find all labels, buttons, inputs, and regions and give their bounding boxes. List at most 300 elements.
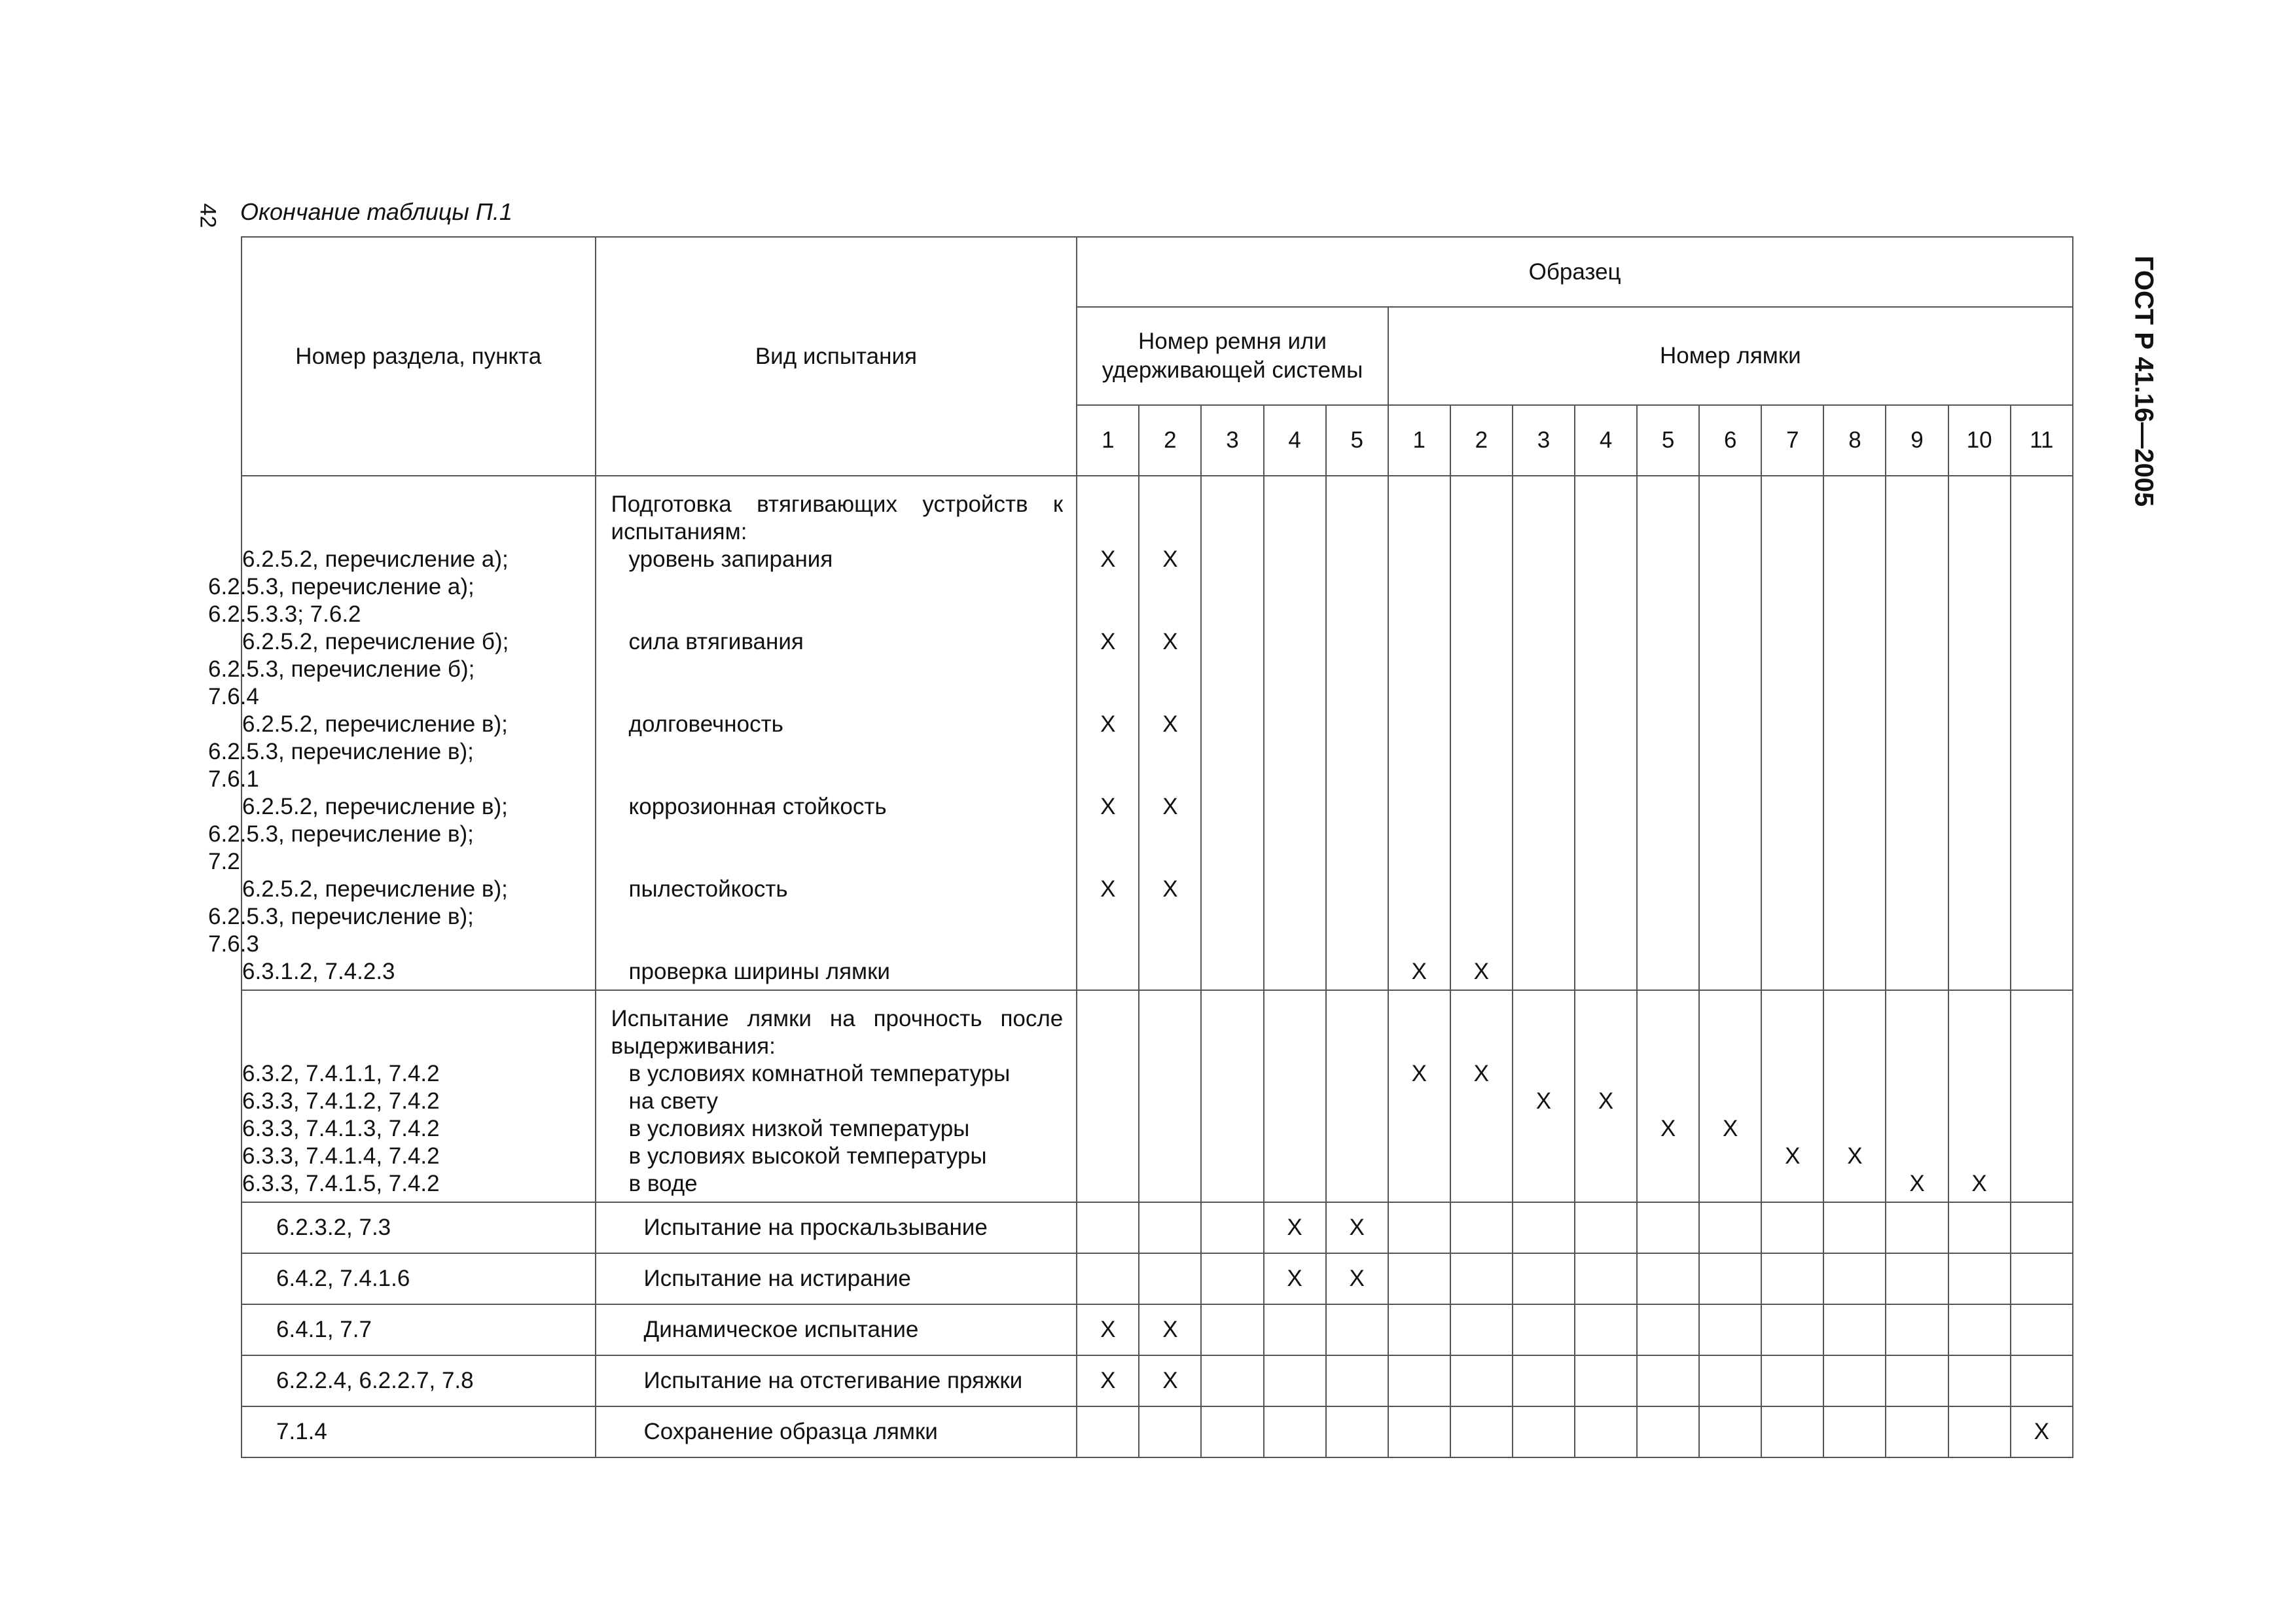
x-mark: X bbox=[1535, 1088, 1552, 1114]
x-mark: X bbox=[1162, 546, 1178, 572]
test-cell: Сохранение образца лямки bbox=[596, 1406, 1077, 1457]
empty-mark bbox=[1700, 628, 1761, 656]
empty-mark bbox=[1762, 793, 1823, 821]
section-cell bbox=[208, 476, 596, 990]
empty-mark bbox=[1139, 1170, 1200, 1198]
mark-cell bbox=[1264, 990, 1326, 1202]
empty-mark bbox=[1202, 1060, 1263, 1088]
empty-mark bbox=[1450, 1304, 1513, 1355]
empty-mark bbox=[1638, 628, 1698, 656]
empty-mark bbox=[1513, 958, 1574, 986]
empty-mark bbox=[1575, 546, 1636, 573]
empty-mark bbox=[1513, 1253, 1575, 1304]
empty-mark bbox=[1824, 793, 1885, 821]
empty-mark bbox=[1638, 876, 1698, 903]
strap-column-number: 9 bbox=[1886, 405, 1948, 476]
empty-mark bbox=[1886, 1355, 1948, 1406]
header-sample: Образец bbox=[1077, 237, 2073, 307]
x-mark: X bbox=[1411, 959, 1427, 984]
section-ref: 6.2.5.3, перечисление в); bbox=[208, 904, 474, 929]
x-mark: X bbox=[1162, 794, 1178, 819]
empty-mark bbox=[1949, 876, 2010, 903]
belt-column-number: 1 bbox=[1077, 405, 1139, 476]
empty-mark bbox=[1824, 1060, 1885, 1088]
empty-mark bbox=[1700, 711, 1761, 738]
section-ref: 6.2.5.3, перечисление в); bbox=[208, 821, 474, 847]
belt-column-number: 2 bbox=[1139, 405, 1201, 476]
empty-mark bbox=[1824, 958, 1885, 986]
test-cell: Испытание на истирание bbox=[596, 1253, 1077, 1304]
empty-mark bbox=[1637, 1253, 1699, 1304]
test-cell bbox=[596, 476, 1077, 990]
strap-column-number: 3 bbox=[1513, 405, 1575, 476]
x-mark: X bbox=[1847, 1143, 1863, 1169]
empty-mark bbox=[1265, 1060, 1325, 1088]
empty-mark bbox=[1202, 1115, 1263, 1143]
x-mark: X bbox=[1139, 1304, 1201, 1355]
empty-mark bbox=[1637, 1202, 1699, 1253]
empty-mark bbox=[1077, 1253, 1139, 1304]
x-mark: X bbox=[1100, 629, 1116, 654]
empty-mark bbox=[1450, 1406, 1513, 1457]
empty-mark bbox=[1077, 1202, 1139, 1253]
empty-mark bbox=[1575, 1060, 1636, 1088]
empty-mark bbox=[1513, 546, 1574, 573]
empty-mark bbox=[1513, 1202, 1575, 1253]
empty-mark bbox=[1201, 1202, 1263, 1253]
empty-mark bbox=[1886, 1406, 1948, 1457]
empty-mark bbox=[1575, 958, 1636, 986]
empty-mark bbox=[2011, 876, 2072, 903]
empty-mark bbox=[1575, 1406, 1637, 1457]
belt-column-number: 3 bbox=[1201, 405, 1263, 476]
x-mark: X bbox=[1473, 959, 1490, 984]
empty-mark bbox=[1202, 1170, 1263, 1198]
section-ref: 7.6.1 bbox=[208, 766, 259, 792]
test-name: пылестойкость bbox=[628, 876, 788, 902]
x-mark: X bbox=[1411, 1061, 1427, 1086]
section-cell: 6.4.1, 7.7 bbox=[242, 1304, 596, 1355]
x-mark: X bbox=[1264, 1202, 1326, 1253]
mark-cell bbox=[1761, 990, 1823, 1202]
empty-mark bbox=[1513, 1355, 1575, 1406]
test-name: долговечность bbox=[628, 711, 783, 737]
empty-mark bbox=[1762, 1088, 1823, 1115]
empty-mark bbox=[1513, 1060, 1574, 1088]
section-ref: 6.2.5.2, перечисление в); bbox=[242, 876, 508, 902]
empty-mark bbox=[1824, 1115, 1885, 1143]
mark-cell bbox=[1575, 476, 1637, 990]
mark-cell bbox=[1637, 990, 1699, 1202]
empty-mark bbox=[1699, 1202, 1761, 1253]
empty-mark bbox=[2011, 958, 2072, 986]
empty-mark bbox=[1761, 1253, 1823, 1304]
mark-cell bbox=[1326, 476, 1388, 990]
empty-mark bbox=[1202, 876, 1263, 903]
empty-mark bbox=[1389, 1170, 1450, 1198]
section-ref: 6.3.3, 7.4.1.5, 7.4.2 bbox=[242, 1171, 440, 1196]
empty-mark bbox=[1575, 876, 1636, 903]
empty-mark bbox=[1202, 793, 1263, 821]
section-ref: 7.6.3 bbox=[208, 931, 259, 957]
empty-mark bbox=[1077, 1088, 1138, 1115]
x-mark: X bbox=[1326, 1253, 1388, 1304]
empty-mark bbox=[1451, 793, 1512, 821]
empty-mark bbox=[1575, 1304, 1637, 1355]
empty-mark bbox=[1265, 711, 1325, 738]
empty-mark bbox=[1948, 1406, 2011, 1457]
empty-mark bbox=[1513, 876, 1574, 903]
strap-column-number: 8 bbox=[1823, 405, 1886, 476]
empty-mark bbox=[1824, 628, 1885, 656]
empty-mark bbox=[1575, 1170, 1636, 1198]
empty-mark bbox=[1201, 1355, 1263, 1406]
section-ref: 6.2.5.2, перечисление б); bbox=[242, 629, 509, 654]
empty-mark bbox=[1948, 1253, 2011, 1304]
empty-mark bbox=[1202, 546, 1263, 573]
empty-mark bbox=[2011, 1355, 2073, 1406]
mark-cell bbox=[1326, 990, 1388, 1202]
strap-column-number: 4 bbox=[1575, 405, 1637, 476]
table-row bbox=[242, 1355, 2073, 1406]
belt-column-number: 4 bbox=[1264, 405, 1326, 476]
empty-mark bbox=[1699, 1355, 1761, 1406]
empty-mark bbox=[1326, 1406, 1388, 1457]
empty-mark bbox=[1265, 958, 1325, 986]
empty-mark bbox=[1700, 546, 1761, 573]
empty-mark bbox=[1327, 628, 1388, 656]
empty-mark bbox=[2011, 711, 2072, 738]
empty-mark bbox=[1389, 546, 1450, 573]
empty-mark bbox=[1513, 1115, 1574, 1143]
empty-mark bbox=[1886, 1143, 1947, 1170]
x-mark: X bbox=[1162, 629, 1178, 654]
test-name: на свету bbox=[628, 1088, 718, 1114]
empty-mark bbox=[1762, 1115, 1823, 1143]
empty-mark bbox=[1451, 1170, 1512, 1198]
empty-mark bbox=[1139, 1253, 1201, 1304]
mark-cell bbox=[1139, 476, 1201, 990]
empty-mark bbox=[1265, 546, 1325, 573]
strap-column-number: 2 bbox=[1450, 405, 1513, 476]
empty-mark bbox=[1077, 1406, 1139, 1457]
empty-mark bbox=[1638, 1170, 1698, 1198]
x-mark: X bbox=[1100, 794, 1116, 819]
empty-mark bbox=[1637, 1406, 1699, 1457]
mark-cell bbox=[1948, 990, 2011, 1202]
empty-mark bbox=[1638, 1060, 1698, 1088]
test-name: в воде bbox=[628, 1171, 698, 1196]
empty-mark bbox=[2011, 628, 2072, 656]
x-mark: X bbox=[1473, 1061, 1490, 1086]
strap-column-number: 5 bbox=[1637, 405, 1699, 476]
empty-mark bbox=[1762, 1170, 1823, 1198]
mark-cell bbox=[1450, 476, 1513, 990]
empty-mark bbox=[1638, 958, 1698, 986]
section-ref: 6.2.5.2, перечисление в); bbox=[242, 794, 508, 819]
empty-mark bbox=[1327, 711, 1388, 738]
empty-mark bbox=[1451, 1143, 1512, 1170]
empty-mark bbox=[1949, 628, 2010, 656]
empty-mark bbox=[1388, 1355, 1450, 1406]
x-mark: X bbox=[1264, 1253, 1326, 1304]
empty-mark bbox=[1823, 1253, 1886, 1304]
empty-mark bbox=[1077, 1143, 1138, 1170]
empty-mark bbox=[1451, 1115, 1512, 1143]
x-mark: X bbox=[1909, 1171, 1925, 1196]
empty-mark bbox=[1761, 1202, 1823, 1253]
empty-mark bbox=[1762, 958, 1823, 986]
empty-mark bbox=[1575, 1115, 1636, 1143]
empty-mark bbox=[1077, 1115, 1138, 1143]
empty-mark bbox=[1700, 793, 1761, 821]
test-table bbox=[208, 236, 2073, 1458]
empty-mark bbox=[1513, 1143, 1574, 1170]
empty-mark bbox=[1513, 793, 1574, 821]
empty-mark bbox=[1202, 958, 1263, 986]
mark-cell bbox=[2011, 476, 2073, 990]
table-caption: Окончание таблицы П.1 bbox=[240, 198, 512, 225]
empty-mark bbox=[1886, 1304, 1948, 1355]
empty-mark bbox=[1762, 546, 1823, 573]
empty-mark bbox=[1762, 628, 1823, 656]
empty-mark bbox=[1700, 876, 1761, 903]
empty-mark bbox=[1389, 1143, 1450, 1170]
empty-mark bbox=[1699, 1304, 1761, 1355]
mark-cell bbox=[1450, 990, 1513, 1202]
mark-cell bbox=[1077, 476, 1139, 990]
empty-mark bbox=[1762, 711, 1823, 738]
empty-mark bbox=[1700, 1088, 1761, 1115]
empty-mark bbox=[1949, 1088, 2010, 1115]
mark-cell bbox=[1201, 476, 1263, 990]
empty-mark bbox=[1077, 1060, 1138, 1088]
empty-mark bbox=[2011, 1060, 2072, 1088]
section-ref: 7.6.4 bbox=[208, 684, 259, 709]
header-section: Номер раздела, пункта bbox=[242, 237, 596, 476]
strap-column-number: 7 bbox=[1761, 405, 1823, 476]
belt-column-number: 5 bbox=[1326, 405, 1388, 476]
x-mark: X bbox=[1100, 546, 1116, 572]
empty-mark bbox=[1326, 1304, 1388, 1355]
empty-mark bbox=[1575, 1143, 1636, 1170]
empty-mark bbox=[1824, 711, 1885, 738]
empty-mark bbox=[1575, 1202, 1637, 1253]
empty-mark bbox=[1327, 1115, 1388, 1143]
section-ref: 6.2.5.3, перечисление а); bbox=[208, 574, 475, 599]
empty-mark bbox=[1949, 1115, 2010, 1143]
empty-mark bbox=[1823, 1355, 1886, 1406]
empty-mark bbox=[1451, 546, 1512, 573]
empty-mark bbox=[1700, 1170, 1761, 1198]
empty-mark bbox=[1077, 1170, 1138, 1198]
mark-cell bbox=[1513, 990, 1575, 1202]
empty-mark bbox=[1948, 1304, 2011, 1355]
empty-mark bbox=[2011, 1115, 2072, 1143]
empty-mark bbox=[1202, 1143, 1263, 1170]
empty-mark bbox=[1824, 876, 1885, 903]
mark-cell bbox=[1699, 990, 1761, 1202]
empty-mark bbox=[1886, 1088, 1947, 1115]
empty-mark bbox=[2011, 1143, 2072, 1170]
empty-mark bbox=[1886, 1060, 1947, 1088]
section-cell: 6.2.2.4, 6.2.2.7, 7.8 bbox=[242, 1355, 596, 1406]
mark-cell bbox=[1823, 990, 1886, 1202]
empty-mark bbox=[1265, 628, 1325, 656]
empty-mark bbox=[1265, 876, 1325, 903]
empty-mark bbox=[1949, 958, 2010, 986]
empty-mark bbox=[1513, 1170, 1574, 1198]
empty-mark bbox=[2011, 1253, 2073, 1304]
x-mark: X bbox=[1139, 1355, 1201, 1406]
test-cell: Динамическое испытание bbox=[596, 1304, 1077, 1355]
mark-cell bbox=[1388, 990, 1450, 1202]
x-mark: X bbox=[1785, 1143, 1801, 1169]
section-ref: 7.2 bbox=[208, 849, 240, 874]
empty-mark bbox=[1948, 1355, 2011, 1406]
x-mark: X bbox=[1077, 1355, 1139, 1406]
empty-mark bbox=[1201, 1253, 1263, 1304]
table-row bbox=[242, 1304, 2073, 1355]
empty-mark bbox=[1638, 793, 1698, 821]
empty-mark bbox=[1202, 1088, 1263, 1115]
mark-cell bbox=[1886, 990, 1948, 1202]
empty-mark bbox=[1638, 1088, 1698, 1115]
empty-mark bbox=[1700, 1143, 1761, 1170]
mark-cell bbox=[2011, 990, 2073, 1202]
empty-mark bbox=[1265, 1143, 1325, 1170]
empty-mark bbox=[1139, 1088, 1200, 1115]
section-ref: 6.2.5.3.3; 7.6.2 bbox=[208, 601, 361, 627]
header-strap-number: Номер лямки bbox=[1388, 307, 2073, 405]
empty-mark bbox=[2011, 1202, 2073, 1253]
mark-cell bbox=[1886, 476, 1948, 990]
strap-column-number: 1 bbox=[1388, 405, 1450, 476]
empty-mark bbox=[1389, 793, 1450, 821]
empty-mark bbox=[1388, 1406, 1450, 1457]
empty-mark bbox=[1886, 711, 1947, 738]
group-heading: Подготовка втягивающих устройств к испытаниям: bbox=[611, 491, 1064, 544]
empty-mark bbox=[1389, 1115, 1450, 1143]
empty-mark bbox=[1139, 1406, 1201, 1457]
empty-mark bbox=[1700, 1060, 1761, 1088]
section-ref: 6.3.3, 7.4.1.2, 7.4.2 bbox=[242, 1088, 440, 1114]
empty-mark bbox=[1762, 876, 1823, 903]
header-belt-number: Номер ремня или удерживающей системы bbox=[1077, 307, 1388, 405]
x-mark: X bbox=[1660, 1116, 1676, 1141]
empty-mark bbox=[1327, 793, 1388, 821]
empty-mark bbox=[1388, 1304, 1450, 1355]
empty-mark bbox=[1451, 628, 1512, 656]
empty-mark bbox=[1575, 793, 1636, 821]
empty-mark bbox=[1265, 1115, 1325, 1143]
empty-mark bbox=[1389, 628, 1450, 656]
empty-mark bbox=[1450, 1355, 1513, 1406]
empty-mark bbox=[1202, 711, 1263, 738]
mark-cell bbox=[1761, 476, 1823, 990]
empty-mark bbox=[1202, 628, 1263, 656]
mark-cell bbox=[1637, 476, 1699, 990]
x-mark: X bbox=[1598, 1088, 1614, 1114]
strap-column-number: 11 bbox=[2011, 405, 2073, 476]
empty-mark bbox=[1761, 1406, 1823, 1457]
section-ref: 6.3.2, 7.4.1.1, 7.4.2 bbox=[242, 1061, 440, 1086]
empty-mark bbox=[1327, 1060, 1388, 1088]
test-name: коррозионная стойкость bbox=[628, 794, 887, 819]
test-name: в условиях низкой температуры bbox=[628, 1116, 970, 1141]
empty-mark bbox=[1451, 711, 1512, 738]
empty-mark bbox=[1949, 793, 2010, 821]
empty-mark bbox=[1886, 546, 1947, 573]
empty-mark bbox=[1699, 1253, 1761, 1304]
empty-mark bbox=[1451, 1088, 1512, 1115]
mark-cell bbox=[1264, 476, 1326, 990]
empty-mark bbox=[1638, 1143, 1698, 1170]
x-mark: X bbox=[1723, 1116, 1738, 1141]
test-name: проверка ширины лямки bbox=[628, 959, 890, 984]
mark-cell bbox=[1699, 476, 1761, 990]
empty-mark bbox=[1513, 711, 1574, 738]
section-cell: 7.1.4 bbox=[242, 1406, 596, 1457]
empty-mark bbox=[1824, 1088, 1885, 1115]
empty-mark bbox=[1761, 1304, 1823, 1355]
empty-mark bbox=[1637, 1304, 1699, 1355]
empty-mark bbox=[1948, 1202, 2011, 1253]
empty-mark bbox=[1264, 1406, 1326, 1457]
section-ref: 6.2.5.3, перечисление б); bbox=[208, 656, 475, 682]
x-mark: X bbox=[1326, 1202, 1388, 1253]
header-test-type: Вид испытания bbox=[596, 237, 1077, 476]
empty-mark bbox=[1638, 711, 1698, 738]
empty-mark bbox=[1513, 628, 1574, 656]
empty-mark bbox=[1327, 876, 1388, 903]
empty-mark bbox=[1451, 876, 1512, 903]
empty-mark bbox=[1139, 1202, 1201, 1253]
empty-mark bbox=[1575, 711, 1636, 738]
x-mark: X bbox=[1100, 711, 1116, 737]
empty-mark bbox=[1886, 876, 1947, 903]
empty-mark bbox=[1761, 1355, 1823, 1406]
empty-mark bbox=[1886, 1202, 1948, 1253]
empty-mark bbox=[1450, 1202, 1513, 1253]
section-ref: 6.2.5.2, перечисление в); bbox=[242, 711, 508, 737]
x-mark: X bbox=[1162, 876, 1178, 902]
test-name: в условиях комнатной температуры bbox=[628, 1061, 1011, 1086]
empty-mark bbox=[2011, 546, 2072, 573]
empty-mark bbox=[1389, 711, 1450, 738]
test-name: сила втягивания bbox=[628, 629, 804, 654]
empty-mark bbox=[1949, 711, 2010, 738]
x-mark: X bbox=[1077, 1304, 1139, 1355]
empty-mark bbox=[1450, 1253, 1513, 1304]
test-cell: Испытание на отстегивание пряжки bbox=[596, 1355, 1077, 1406]
mark-cell bbox=[1139, 990, 1201, 1202]
empty-mark bbox=[1575, 628, 1636, 656]
empty-mark bbox=[1886, 958, 1947, 986]
section-cell: 6.4.2, 7.4.1.6 bbox=[242, 1253, 596, 1304]
empty-mark bbox=[1886, 1115, 1947, 1143]
empty-mark bbox=[1949, 546, 2010, 573]
empty-mark bbox=[1513, 1304, 1575, 1355]
empty-mark bbox=[1824, 1170, 1885, 1198]
section-cell: 6.2.3.2, 7.3 bbox=[242, 1202, 596, 1253]
x-mark: X bbox=[1162, 711, 1178, 737]
table-row bbox=[242, 1253, 2073, 1304]
empty-mark bbox=[1388, 1202, 1450, 1253]
empty-mark bbox=[1700, 958, 1761, 986]
empty-mark bbox=[1265, 1088, 1325, 1115]
section-ref: 6.3.3, 7.4.1.3, 7.4.2 bbox=[242, 1116, 440, 1141]
